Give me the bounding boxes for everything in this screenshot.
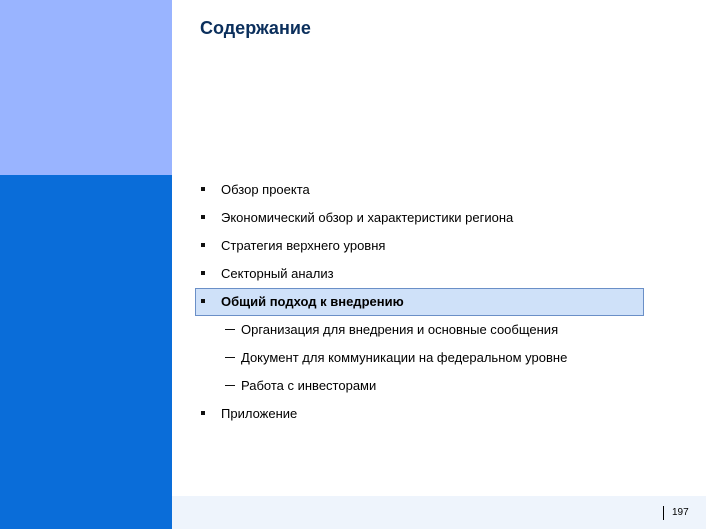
footer-band: [172, 496, 706, 529]
toc-item-label: Секторный анализ: [221, 266, 334, 281]
dash-icon: [225, 329, 235, 330]
left-panel-light: [0, 0, 172, 175]
bullet-icon: [201, 411, 205, 415]
toc-item-label: Обзор проекта: [221, 182, 310, 197]
dash-icon: [225, 385, 235, 386]
toc-item-label: Документ для коммуникации на федеральном уровне: [241, 350, 568, 365]
toc-item-economic-overview[interactable]: [196, 204, 644, 232]
toc-item-label: Экономический обзор и характеристики региона: [221, 210, 514, 225]
toc-item-label: Приложение: [221, 406, 298, 421]
bullet-icon: [201, 187, 205, 191]
toc-item-label: Общий подход к внедрению: [221, 294, 404, 309]
toc-item-top-level-strategy[interactable]: [196, 232, 644, 260]
left-panel-dark: [0, 175, 172, 529]
toc-item-label: Стратегия верхнего уровня: [221, 238, 386, 253]
toc-item-label: Организация для внедрения и основные сообщения: [241, 322, 559, 337]
toc-subitem-federal-communication[interactable]: [196, 344, 644, 372]
bullet-icon: [201, 215, 205, 219]
bullet-icon: [201, 299, 205, 303]
toc-item-appendix[interactable]: [196, 400, 644, 428]
toc-item-project-overview[interactable]: [196, 176, 644, 204]
bullet-icon: [201, 271, 205, 275]
toc-subitem-organization[interactable]: [196, 316, 644, 344]
dash-icon: [225, 357, 235, 358]
bullet-icon: [201, 243, 205, 247]
toc-item-label: Работа с инвесторами: [241, 378, 377, 393]
page-title: Содержание: [200, 18, 311, 38]
table-of-contents: [196, 176, 644, 428]
toc-item-sector-analysis[interactable]: [196, 260, 644, 288]
toc-subitem-investors[interactable]: [196, 372, 644, 400]
page-number: 197: [663, 506, 689, 520]
toc-item-implementation-approach[interactable]: [195, 288, 644, 316]
